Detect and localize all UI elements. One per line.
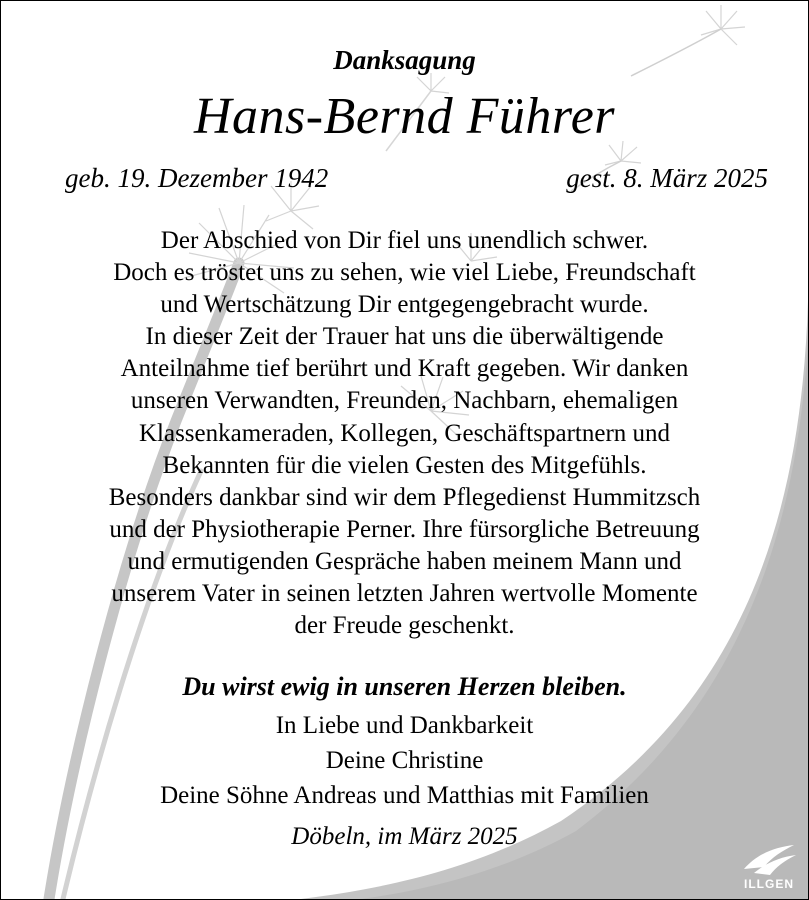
body-line: unserem Vater in seinen letzten Jahren wertvolle Momente [111,580,698,608]
logo-text: ILLGEN [744,877,794,891]
obituary-content [1,1,808,899]
signatories [1,708,808,813]
logo-swoosh-icon [738,839,800,879]
deceased-name: Hans-Bernd Führer [193,88,616,145]
heading: Danksagung [333,45,476,75]
body-line: und Wertschätzung Dir entgegengebracht wurde. [160,291,649,319]
body-line: Anteilnahme tief berührt und Kraft gegeben. Wir danken [120,355,689,383]
body-line: In dieser Zeit der Trauer hat uns die überwältigende [145,323,664,351]
body-line: und der Physiotherapie Perner. Ihre fürsorgliche Betreuung [109,515,700,543]
place-and-date: Döbeln, im März 2025 [291,823,518,850]
thank-you-text [1,225,808,642]
publisher-logo [738,839,800,891]
death-date: gest. 8. März 2025 [566,163,768,193]
body-line: unseren Verwandten, Freunden, Nachbarn, ehemaligen [130,387,679,415]
body-line: Doch es tröstet uns zu sehen, wie viel Liebe, Freundschaft [113,259,696,287]
motto: Du wirst ewig in unseren Herzen bleiben. [182,672,627,701]
birth-date: geb. 19. Dezember 1942 [65,163,329,193]
closing-line: Deine Söhne Andreas und Matthias mit Familien [160,782,649,809]
body-line: Klassenkameraden, Kollegen, Geschäftspartnern und [138,419,671,447]
body-line: und ermutigenden Gespräche haben meinem Mann und [127,547,682,575]
closing-line: Deine Christine [325,747,484,774]
body-line: der Freude geschenkt. [294,612,515,640]
body-line: Der Abschied von Dir fiel uns unendlich schwer. [160,227,649,254]
body-line: Bekannten für die vielen Gesten des Mitgefühls. [162,451,647,479]
closing-line: In Liebe und Dankbarkeit [275,712,534,739]
body-line: Besonders dankbar sind wir dem Pflegedienst Hummitzsch [108,483,701,511]
